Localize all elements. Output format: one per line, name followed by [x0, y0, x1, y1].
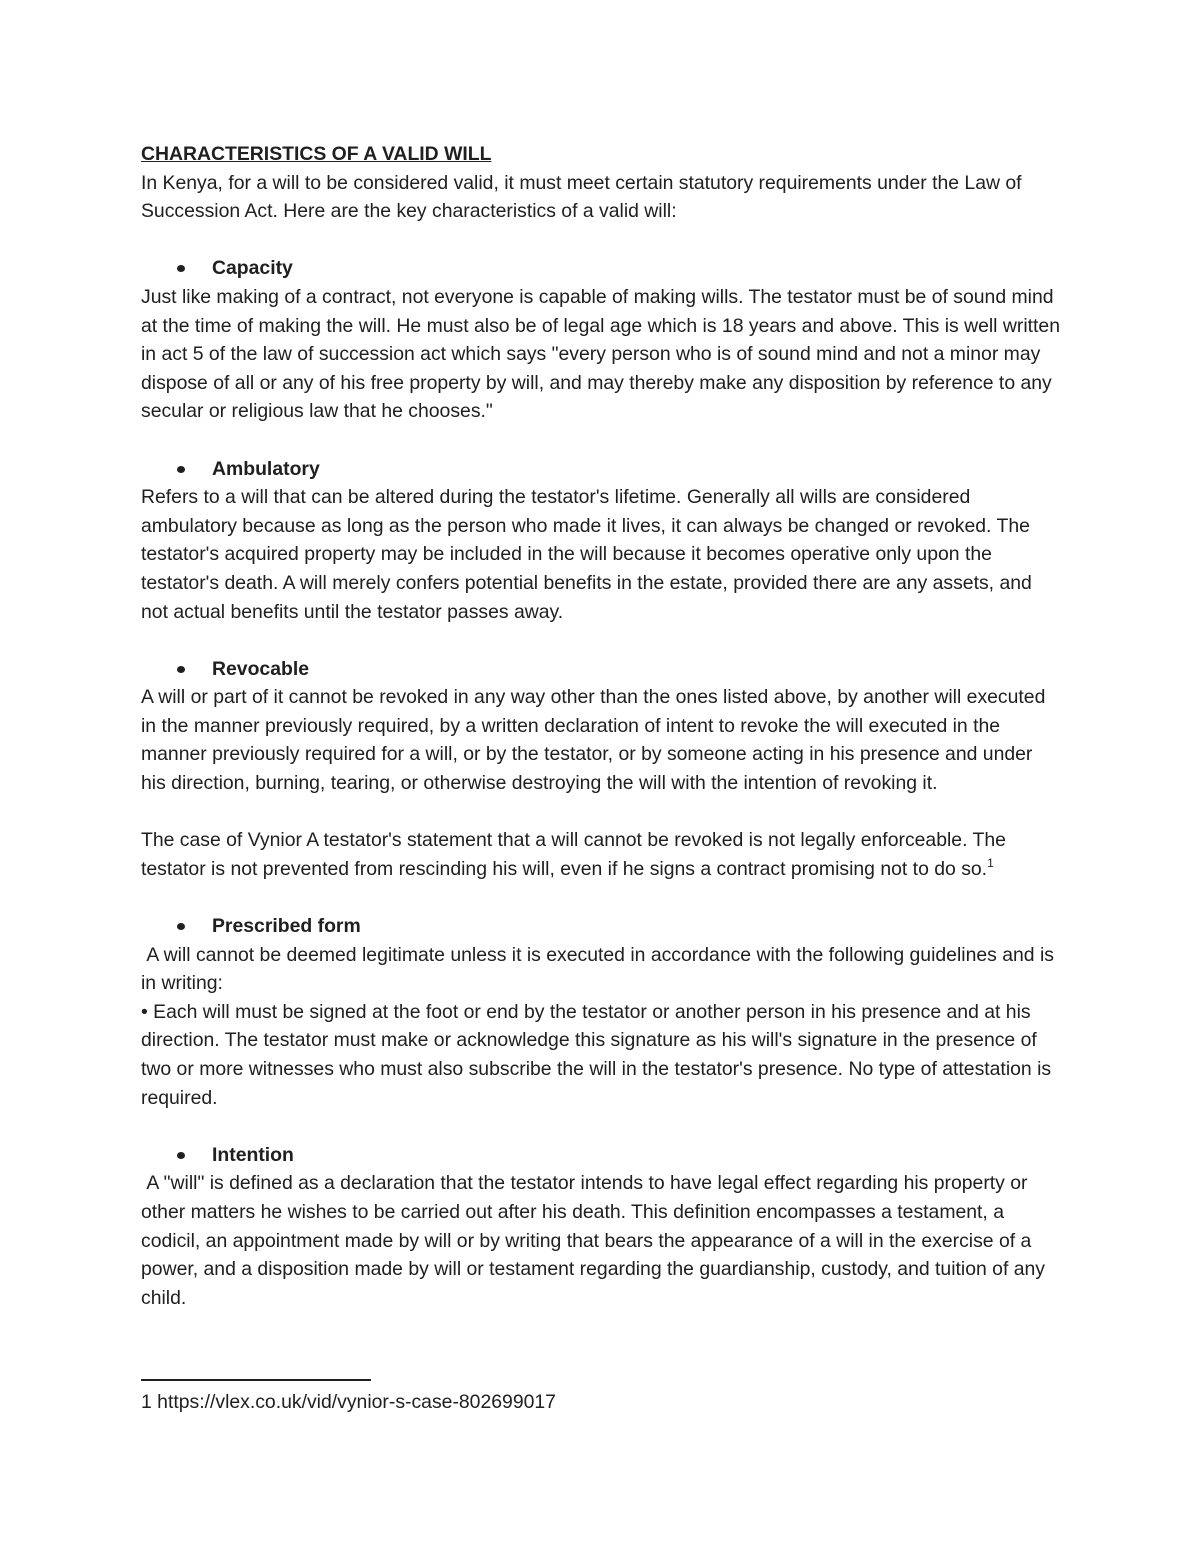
bullet-ambulatory	[141, 455, 1061, 484]
revocable-paragraph: A will or part of it cannot be revoked in any way other than the ones listed above, by another will executed in the manner previously required, by a written declaration of intent to revoke the will executed in the manner previously required for a will, or by the testator, or by someone acting in his presence and under his direction, burning, tearing, or otherwise destroying the will with the intention of revoking it.	[141, 686, 1046, 795]
ambulatory-paragraph: Refers to a will that can be altered during the testator's lifetime. Generally all wills are considered ambulatory because as long as the person who made it lives, it can always be changed or revoked. The testator's acquired property may be included in the will because it becomes operative only upon the testator's death. A will merely confers potential benefits in the estate, provided there are any assets, and not actual benefits until the testator passes away.	[141, 486, 1032, 623]
footnote-reference[interactable]: 1	[987, 855, 994, 870]
bullet-dot-icon	[177, 466, 185, 473]
footnote[interactable]: 1 https://vlex.co.uk/vid/vynior-s-case-802699017	[141, 1391, 556, 1413]
intention-text: A "will" is defined as a declaration that the testator intends to have legal effect regarding his property or other matters he wishes to be carried out after his death. This definition encompasses a testament, a codicil, an appointment made by will or by writing that bears the appearance of a will in the exercise of a power, and a disposition made by will or testament regarding the guardianship, custody, and tuition of any child.	[141, 1172, 1046, 1309]
prescribed-form-requirement: • Each will must be signed at the foot or end by the testator or another person in his presence and at his direction. The testator must make or acknowledge this signature as his will's signature in the presence of two or more witnesses who must also subscribe the will in the testator's presence. No type of attestation is required.	[141, 1000, 1052, 1109]
bullet-dot-icon	[177, 923, 185, 930]
intention-heading: Intention	[212, 1143, 294, 1166]
prescribed-form-text: A will cannot be deemed legitimate unless it is executed in accordance with the following guidelines and is in writing:	[141, 943, 1054, 995]
intention-paragraph	[141, 1169, 1061, 1312]
capacity-heading: Capacity	[212, 257, 293, 280]
revocable-heading: Revocable	[212, 657, 310, 680]
document-body	[141, 140, 1061, 1312]
bullet-dot-icon	[177, 265, 185, 272]
bullet-capacity	[141, 254, 1061, 283]
bullet-intention	[141, 1141, 1061, 1170]
capacity-paragraph: Just like making of a contract, not everyone is capable of making wills. The testator must be of sound mind at the time of making the will. He must also be of legal age which is 18 years and above. This is well written in act 5 of the law of succession act which says "every person who is of sound mind and not a minor may dispose of all or any of his free property by will, and may thereby make any disposition by reference to any secular or religious law that he chooses."	[141, 285, 1060, 423]
intro-paragraph: In Kenya, for a will to be considered valid, it must meet certain statutory requirements under the Law of Succession Act. Here are the key characteristics of a valid will:	[141, 171, 1022, 223]
bullet-revocable	[141, 655, 1061, 684]
bullet-prescribed-form	[141, 912, 1061, 941]
prescribed-form-heading: Prescribed form	[212, 915, 361, 938]
prescribed-form-paragraph	[141, 941, 1061, 998]
vynior-case-paragraph	[141, 826, 1061, 883]
footnote-divider	[141, 1379, 371, 1381]
bullet-dot-icon	[177, 666, 185, 673]
document-title: CHARACTERISTICS OF A VALID WILL	[141, 143, 492, 165]
vynior-case-text: The case of Vynior A testator's statement that a will cannot be revoked is not legally enforceable. The testator is not prevented from rescinding his will, even if he signs a contract promising not to do so.	[141, 829, 1006, 880]
bullet-dot-icon	[177, 1152, 185, 1159]
ambulatory-heading: Ambulatory	[212, 457, 320, 480]
